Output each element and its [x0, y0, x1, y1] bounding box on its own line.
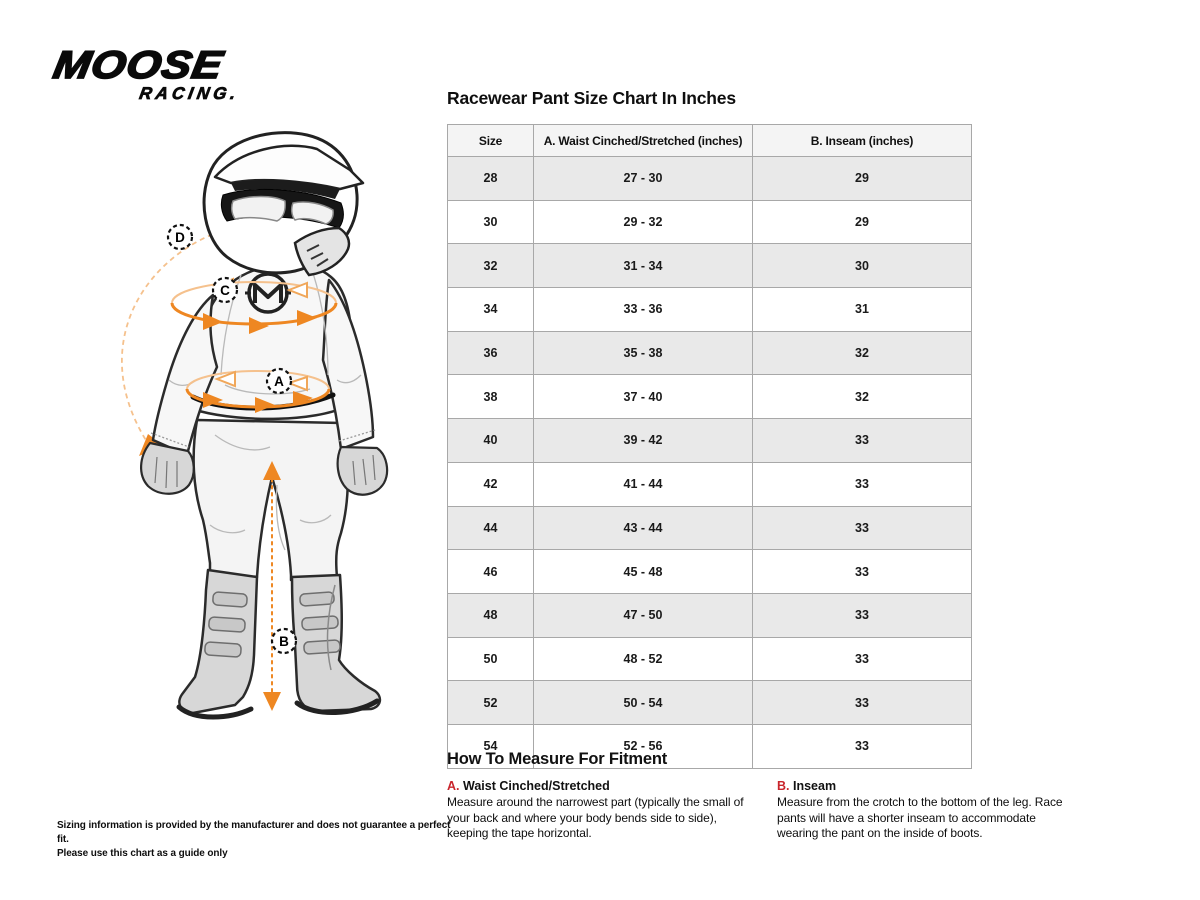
table-row [448, 244, 972, 288]
table-cell: 37 - 40 [534, 375, 753, 419]
header-inseam: B. Inseam (inches) [753, 125, 972, 157]
table-header-row [448, 125, 972, 157]
fitment-inseam-text: Measure from the crotch to the bottom of the leg. Race pants will have a shorter inseam to accommodate wearing the pant on the inside of boots. [777, 795, 1063, 840]
arrow-down-icon [263, 692, 281, 711]
table-cell: 52 [448, 681, 534, 725]
table-cell: 44 [448, 506, 534, 550]
svg-text:C: C [220, 283, 230, 298]
table-cell: 41 - 44 [534, 462, 753, 506]
table-cell: 47 - 50 [534, 593, 753, 637]
table-row [448, 593, 972, 637]
label-chest-C [213, 278, 237, 302]
table-row [448, 681, 972, 725]
fitment-waist [447, 779, 747, 842]
table-cell: 33 [753, 724, 972, 768]
rider-measurement-diagram [45, 125, 445, 755]
table-cell: 33 [753, 681, 972, 725]
header-size: Size [448, 125, 534, 157]
fitment-section [447, 750, 1107, 842]
fitment-waist-text: Measure around the narrowest part (typically the small of your back and where your body bends side to side), keeping the tape horizontal. [447, 795, 744, 840]
svg-text:B: B [279, 634, 289, 649]
table-cell: 32 [753, 331, 972, 375]
table-cell: 33 [753, 637, 972, 681]
disclaimer-line-1: Sizing information is provided by the manufacturer and does not guarantee a perfect fit. [57, 819, 451, 845]
rider-pants [194, 420, 348, 580]
table-cell: 39 - 42 [534, 419, 753, 463]
table-cell: 33 [753, 462, 972, 506]
table-cell: 28 [448, 157, 534, 201]
table-cell: 33 [753, 550, 972, 594]
table-cell: 50 [448, 637, 534, 681]
table-cell: 29 - 32 [534, 200, 753, 244]
table-row [448, 550, 972, 594]
size-table-body [448, 157, 972, 769]
table-row [448, 375, 972, 419]
fitment-inseam [777, 779, 1077, 842]
logo-word-moose: MOOSE [50, 43, 227, 87]
disclaimer-line-2: Please use this chart as a guide only [57, 847, 228, 859]
table-row [448, 331, 972, 375]
moose-racing-logo [50, 43, 247, 104]
table-row [448, 462, 972, 506]
table-cell: 30 [753, 244, 972, 288]
disclaimer [57, 818, 456, 860]
table-cell: 45 - 48 [534, 550, 753, 594]
size-table [447, 124, 972, 769]
table-cell: 33 [753, 506, 972, 550]
table-cell: 52 - 56 [534, 724, 753, 768]
header-waist: A. Waist Cinched/Stretched (inches) [534, 125, 753, 157]
table-row [448, 419, 972, 463]
table-cell: 35 - 38 [534, 331, 753, 375]
label-waist-A [267, 369, 291, 393]
table-row [448, 200, 972, 244]
table-cell: 30 [448, 200, 534, 244]
table-cell: 42 [448, 462, 534, 506]
fitment-waist-label-text: Waist Cinched/Stretched [462, 779, 610, 793]
label-inseam-B [272, 629, 296, 653]
table-cell: 54 [448, 724, 534, 768]
fitment-inseam-letter: B. [777, 779, 790, 793]
table-cell: 50 - 54 [534, 681, 753, 725]
table-cell: 34 [448, 288, 534, 332]
table-cell: 48 [448, 593, 534, 637]
table-cell: 48 - 52 [534, 637, 753, 681]
table-cell: 36 [448, 331, 534, 375]
table-row [448, 637, 972, 681]
table-cell: 46 [448, 550, 534, 594]
label-sleeve-D [168, 225, 192, 249]
rider-helmet [204, 133, 363, 275]
svg-text:D: D [175, 230, 185, 245]
table-row [448, 506, 972, 550]
table-cell: 43 - 44 [534, 506, 753, 550]
table-row [448, 157, 972, 201]
table-cell: 40 [448, 419, 534, 463]
svg-text:A: A [274, 374, 284, 389]
table-cell: 32 [448, 244, 534, 288]
table-cell: 31 - 34 [534, 244, 753, 288]
fitment-inseam-label [777, 779, 1077, 793]
fitment-title: How To Measure For Fitment [447, 750, 668, 768]
table-cell: 27 - 30 [534, 157, 753, 201]
table-cell: 33 [753, 419, 972, 463]
table-row [448, 288, 972, 332]
table-cell: 31 [753, 288, 972, 332]
table-cell: 33 - 36 [534, 288, 753, 332]
table-cell: 32 [753, 375, 972, 419]
table-cell: 33 [753, 593, 972, 637]
table-cell: 29 [753, 200, 972, 244]
fitment-waist-letter: A. [447, 779, 460, 793]
fitment-waist-label [447, 779, 747, 793]
table-cell: 29 [753, 157, 972, 201]
table-cell: 38 [448, 375, 534, 419]
fitment-inseam-label-text: Inseam [792, 779, 837, 793]
size-chart-title: Racewear Pant Size Chart In Inches [447, 88, 736, 108]
logo-word-racing: RACING. [137, 84, 241, 103]
